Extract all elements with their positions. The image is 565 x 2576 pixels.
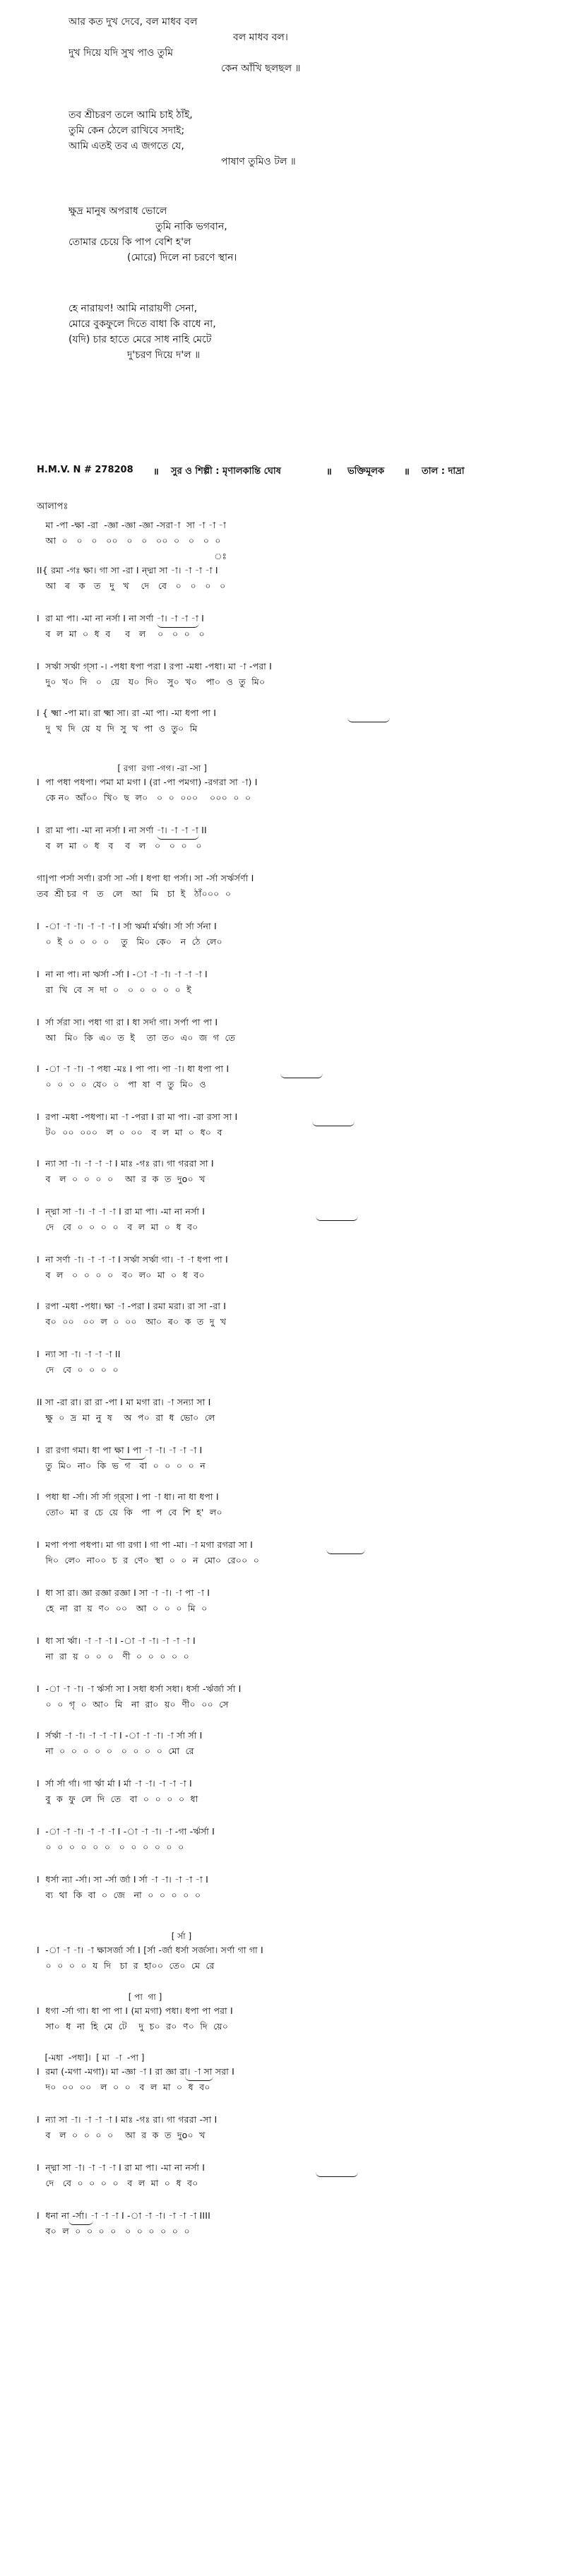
note-row: I -া -া -া। -া পধা -মঃ I পা পা। পা -া। ধা ধপা পা I <box>37 1063 230 1074</box>
lyric-syllable-row: তব শ্রী চর ণ ত লে আ মি চা ই ঠাঁ০০০ ০ <box>37 888 232 899</box>
note-row: I র্সর্ঋা -া -া। -া -া -া I -া -া -া। -া র্সা র্সা I <box>37 1730 203 1741</box>
note-row: I ন্যা সা -া। -া -া -া I মাঃ -গঃ রা। গা গররা সা I <box>37 1158 214 1169</box>
lyric-syllable-row: ০ ই ০ ০ ০ ০ তু মি০ কে০ ন ঠে লে০ <box>37 936 222 947</box>
note-row: I -া -া -া। -া -া -া I -া -া -া। -া -গা -র্ঋর্সা I <box>37 1826 215 1837</box>
lyric-syllable-row: ট০ ০০ ০০০ ল ০ ০০ ব ল মা ০ ধ০ ব <box>37 1127 222 1138</box>
note-row: I ন্যা সা -া। -া -া -া II <box>37 1349 121 1359</box>
lyric-line: মোরে বুকফুলে দিতে বাধা কি বাধে না, <box>69 318 216 330</box>
lyric-line: পাষাণ তুমিও টল ॥ <box>221 156 296 167</box>
lyric-syllable-row: ০ ০ ০ ০ য দি চা র হা০০ তে০ মে রে <box>37 1960 215 1971</box>
meend-arc <box>118 1455 146 1460</box>
alternate-notes: [ রগা রগা -গগ। -রা -সা ] <box>37 763 207 773</box>
lyric-syllable-row: আ ৰ ক ত দু খ দে বে ০ ০ ০ ০ <box>37 580 226 591</box>
separator: ॥ <box>404 467 410 477</box>
lyric-syllable-row: দু খ দি য়ে য দি সু খ পা ও তু০ মি <box>37 723 198 734</box>
note-row: I র্সা র্সা র্গা। গা র্ঋা র্মা I র্মা -া -া। -া -া -া I <box>37 1778 192 1789</box>
alap-label: আলাপঃ <box>37 501 69 512</box>
note-row: I পা পধা পধপা। পমা মা মগা I (রা -পা পমগা) -রগরা সা -া) I <box>37 777 258 787</box>
lyric-syllable-row: না রা য় ০ ০ ০ ণী ০ ০ ০ ০ ০ <box>37 1651 190 1662</box>
lyric-syllable-row: কে ন০ আঁ০০ খি০ ছ ল০ ০ ০ ০০০ ০০০ ০ ০ <box>37 792 251 803</box>
lyric-syllable-row: ০ ০ ০ ০ যে০ ০ পা ষা ণ তু মি০ ও <box>37 1079 206 1090</box>
alternate-notes: [-মধা -পধা]। [ মা -া -পা ] <box>37 2053 145 2063</box>
meend-arc <box>185 2076 213 2081</box>
composer-credit: সুর ও শিল্পী : মৃণালকান্তি ঘোষ <box>171 466 281 477</box>
alternate-notes: [ র্সা ] <box>37 1931 192 1941</box>
alternate-notes: [ পা গা ] <box>37 1992 162 2002</box>
meend-arc <box>316 2172 358 2177</box>
lyric-syllable-row: ব০ ল ০ ০ ০ ০ ০ ০ ০ ০ ০ ০ <box>37 2226 190 2236</box>
lyric-syllable-row: ক্ষু ০ দ্র মা নু ষ অ প০ রা ধ ভো০ লে <box>37 1412 215 1423</box>
note-row: I ন্যা সা -া। -া -া -া I মাঃ -গঃ রা। গা গররা -সা I <box>37 2114 218 2125</box>
note-row: I -া -া -া। -া ক্ষাসর্জা র্সা I [র্সা -র্জা ধর্সা সর্জসা। সর্ণা গা গা I <box>37 1945 263 1955</box>
lyric-line: আমি এতই তব এ জগতে যে, <box>69 141 184 152</box>
note-row: I ন্দ্মা সা -া। -া -া -া I রা মা পা। -মা না নর্সা I <box>37 1206 206 1217</box>
note-row: I রা মা পা। -মা না নর্সা I না সর্ণা -া। -া -া -া I <box>37 613 204 624</box>
meend-arc <box>157 623 199 628</box>
note-row: I রমা (-মগা -মগা)। মা -জ্ঞা -া I রা জ্ঞা রা। -া সা সরা I <box>37 2066 235 2077</box>
meend-arc <box>69 2220 93 2225</box>
note-row: I রা মা পা। -মা না নর্সা I না সর্ণা -া। -া -া -া II <box>37 825 207 835</box>
meend-arc <box>316 1216 358 1221</box>
lyric-syllable-row: ব ল ০ ০ ০ ০ আ র ক ত দুo০ খ <box>37 2130 206 2140</box>
lyric-syllable-row: দ০ ০০ ০০ ল ০ ০ ব ল মা ০ ধ ব০ <box>37 2082 210 2092</box>
lyric-line: ক্ষুদ্র মানুষ অপরাধ ভোলে <box>69 205 167 217</box>
note-row: I -া -া -া। -া র্ঋর্সা সা I সধা ধর্সা সধা। ধর্সা -র্ঋর্জা র্সা I <box>37 1683 242 1694</box>
note-row: I পধা ধা -র্সা। র্সা র্সা গ্র্সা I পা -া ধা। না ধা ধপা I <box>37 1491 219 1502</box>
lyric-syllable-row: রা খি বে স দা ০ ০ ০ ০ ০ ০ ই <box>37 984 191 995</box>
lyric-syllable-row: ০ ০ গৃ ০ আ০ মি না রা০ য়০ ণী০ ০০ সে <box>37 1699 229 1710</box>
lyric-syllable-row: ব০ ০০ ০০ ল ০ ০০ আ০ ৰ০ ক ত দু খ <box>37 1316 227 1327</box>
meend-arc <box>312 1121 355 1126</box>
lyric-syllable-row: আ মি০ কি এ০ ত ই তা ত০ এ০ জ গ তে <box>37 1032 236 1043</box>
meend-arc <box>157 835 199 840</box>
note-row: I না সর্ণা -া। -া -া -া I সর্ঋা সর্ঋা গা। -া -া ধপা পা I <box>37 1254 228 1265</box>
note-row: গা|পা পর্সা সর্ণা। রর্সা সা -র্সা I ধপা ধা পর্সা। সা -র্সা সর্ঋর্সর্ণা I <box>37 873 254 883</box>
note-row: I রপা -মধা -পধপা। মা -া -পরা I রা মা পা। -রা রসা সা I <box>37 1111 238 1122</box>
lyric-syllable-row: ব ল মা ০ ধ ব ব ল ০ ০ ০ ০ <box>37 628 205 639</box>
note-row: II{ রমা -গঃ ক্ষা। গা সা -রা I ন্দ্মা সা -া। -া -া -া I <box>37 565 218 576</box>
lyric-syllable-row: দে বে ০ ০ ০ ০ ব ল মা ০ ধ ব০ <box>37 2178 198 2188</box>
note-row: I { ক্ষ্মা -পা মা। রা ক্ষ্মা সা। রা -মা পা। -মা ধপা পা I <box>37 708 217 718</box>
lyric-syllable-row: তো০ মা র চে য়ে কি পা প বে শি হ' ল০ <box>37 1507 222 1517</box>
note-row: I -া -া -া। -া -া -া I র্সা ঋর্মা র্মর্ঋা। র্সা র্সা র্সনা I <box>37 921 217 931</box>
meend-arc <box>326 1549 365 1554</box>
lyric-syllable-row: ব ল মা ০ ধ ব ব ল ০ ০ ০ ০ <box>37 840 202 851</box>
lyric-syllable-row: সা০ ধ না হি মে টে দু চ০ র০ ণ০ দি য়ে০ <box>37 2021 229 2032</box>
note-row: I ধা সা রা। জ্ঞা রজ্ঞা রজ্ঞা I সা -া -া। -া পা -া I <box>37 1587 210 1598</box>
lyric-syllable-row: ব ল ০ ০ ০ ০ ব০ ল০ মা ০ ধ ব০ <box>37 1270 205 1280</box>
note-row: I ধা সা র্ঋা। -া -া -া I -া -া -া। -া -া -া I <box>37 1635 196 1646</box>
lyric-line: দু'চরণ দিয়ে দ'ল ॥ <box>127 350 201 361</box>
note-row: I ন্দ্মা সা -া। -া -া -া I রা মা পা। -মা না নর্সা I <box>37 2162 206 2173</box>
lyric-line: বল মাধব বল। <box>233 32 288 43</box>
note-row: I র্সা র্সরা সা। পধা গা রা I ধা সর্দা গা। সর্পা পা পা I <box>37 1017 218 1027</box>
lyric-line: তোমার চেয়ে কি পাপ বেশি হ'ল <box>69 237 191 248</box>
lyric-syllable-row: ০ ০ ০ ০ ০ ০ ০ ০ ০ ০ ০ ০ <box>37 1842 184 1852</box>
lyric-syllable-row: দে বে ০ ০ ০ ০ <box>37 1364 119 1375</box>
lyric-syllable-row: ব ল ০ ০ ০ ০ আ র ক ত দুo০ খ <box>37 1174 206 1184</box>
lyric-line: তুমি নাকি ভগবান, <box>155 221 227 232</box>
lyric-line: (যদি) চার হাতে মেরে সাধ নাহি মেটে <box>69 334 212 345</box>
note-row: I সর্ঋা সর্ঋা গ্সা -। -পধা ধপা পরা I রপা -মধা -পধা। মা -া -পরা I <box>37 661 273 672</box>
lyric-syllable-row: ব্য থা কি বা ০ জে না ০ ০ ০ ০ ০ <box>37 1890 201 1900</box>
note-row: I রপা -মধা -পধা। ক্ষা -া -পরা I রমা মরা। রা সা -রা I <box>37 1301 227 1311</box>
lyric-line: দুখ দিয়ে যদি সুখ পাও তুমি <box>69 47 174 59</box>
lyric-syllable-row: আ ০ ০ ০ ০০ ০ ০ ০০ ০ ০ ০ ০ <box>37 535 221 546</box>
note-row: I ধগা -র্সা গা। ধা পা পা I (মা মগা) পধা। ধপা পা পরা I <box>37 2005 233 2016</box>
lyric-syllable-row: না ০ ০ ০ ০ ০ ০ ০ ০ ০ মো রে <box>37 1746 194 1756</box>
lyric-syllable-row: দি০ লে০ না০০ চ র ণে০ স্থা ০ ০ ন মো০ রে০০ ০ <box>37 1555 260 1566</box>
note-row: মা -পা -ক্ষা -রা -জ্ঞা -জ্ঞা -জ্ঞা -সরা-া সা -া -া -া <box>37 520 227 530</box>
note-row: I না না পা। না ঋর্সা -র্সা I -া -া -া। -া -া -া I <box>37 969 208 979</box>
lyric-line: তুমি কেন ঠেলে রাখিবে সদাই; <box>69 125 185 136</box>
meend-arc <box>280 1073 323 1078</box>
lyric-line: আর কত দুখ দেবে, বল মাধব বল <box>69 16 198 28</box>
alternate-notes: ঃ <box>37 551 227 561</box>
note-row: I ধর্সা ন্যা -র্সা। সা -র্সা র্জা I র্সা -া -া। -া -া -া I <box>37 1874 209 1885</box>
note-row: II সা -রা রা। রা রা -পা I মা মগা রা। -া সন্যা সা I <box>37 1397 211 1407</box>
record-meta <box>37 465 545 480</box>
lyric-line: হে নারায়ণ! আমি নারায়ণী সেনা, <box>69 303 198 314</box>
separator: ॥ <box>153 467 159 477</box>
note-row: I ধনা না -র্সা। -া -া -া I -া -া -া। -া -া -া IIII <box>37 2210 210 2221</box>
lyric-syllable-row: হে না রা য় ণ০ ০০ আ ০ ০ ০ মি ০ <box>37 1603 208 1614</box>
lyric-syllable-row: দু০ খ০ দি ০ য়ে য০ দি০ সু০ খ০ পা০ ও তু মি০ <box>37 676 266 687</box>
note-row: I মপা পপা পধপা। মা গা রগা I গা পা -মা। -া মগা রগরা সা I <box>37 1539 253 1550</box>
lyric-line: (মোরে) দিলে না চরণে স্থান। <box>127 252 237 263</box>
lyric-line: তব শ্রীচরণ তলে আমি চাই ঠাঁই, <box>69 109 193 121</box>
separator: ॥ <box>326 467 332 477</box>
lyric-syllable-row: তু মি০ না০ কি ভ গ বা ০ ০ ০ ০ ন <box>37 1460 206 1471</box>
lyric-syllable-row: বু ক ফু লে দি তে বা ০ ০ ০ ০ ধা <box>37 1794 198 1804</box>
genre-label: ভক্তিমূলক <box>347 466 385 477</box>
tala-label: তাল : দাদ্রা <box>422 466 465 477</box>
lyric-line: কেন আঁখি ছলছল ॥ <box>221 63 301 74</box>
note-row: I রা রগা গমা। ধা পা ক্ষা I পা -া -া। -া -া -া I <box>37 1445 203 1455</box>
record-number: H.M.V. N # 278208 <box>37 465 133 475</box>
meend-arc <box>347 717 390 722</box>
lyric-syllable-row: দে বে ০ ০ ০ ০ ব ল মা ০ ধ ব০ <box>37 1222 198 1232</box>
